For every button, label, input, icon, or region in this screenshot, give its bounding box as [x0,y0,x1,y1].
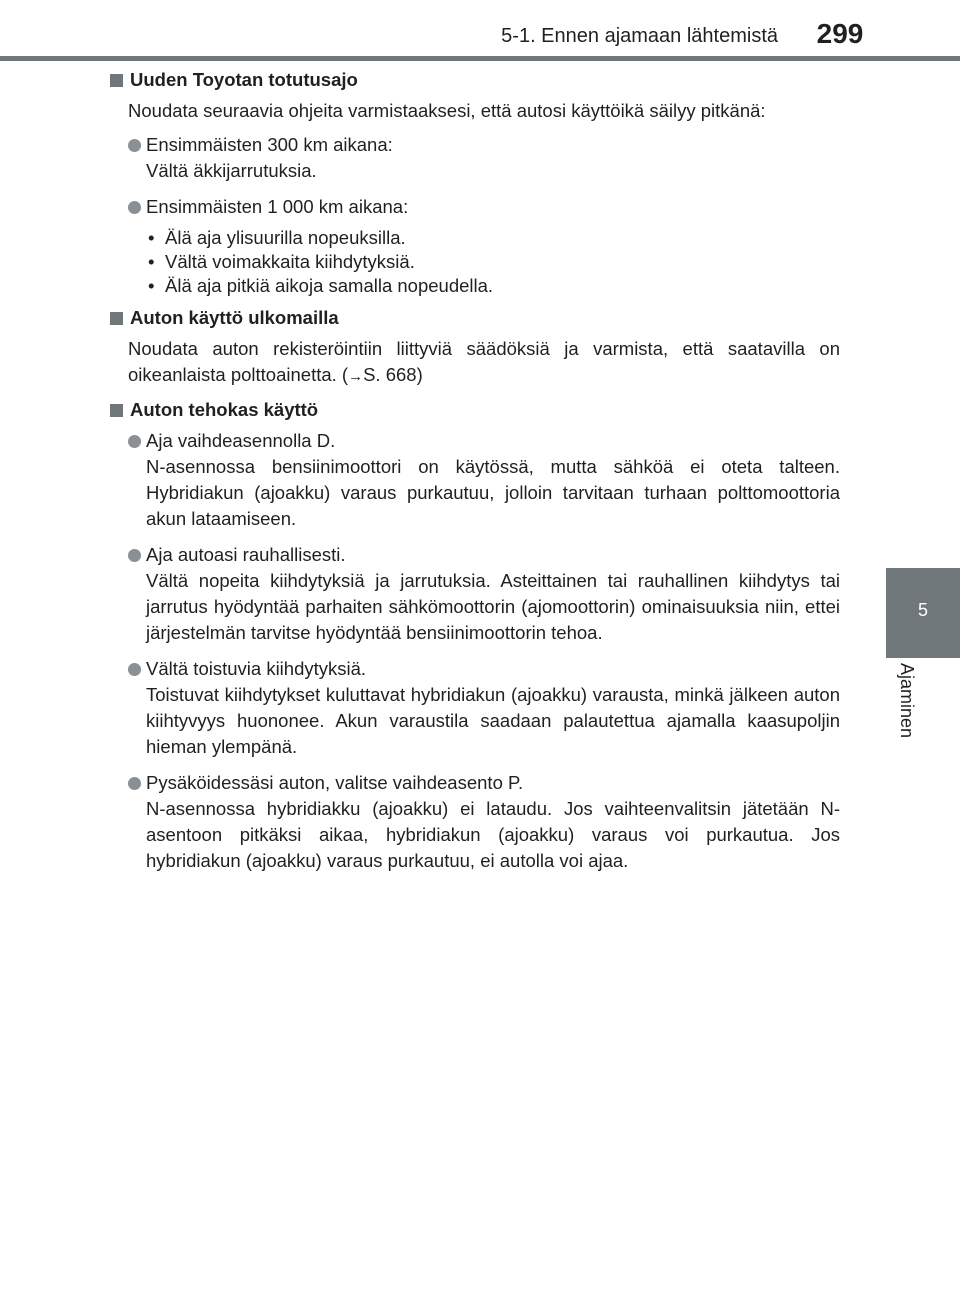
circle-bullet-icon [128,201,141,214]
section-break-in [110,68,840,298]
section-title [110,68,840,92]
list-item [128,656,840,760]
chapter-number: 5 [917,600,928,620]
section-intro: Noudata seuraavia ohjeita varmistaaksesi, että autosi käyttöikä säilyy pitkänä: [128,100,766,121]
sub-list-item: • Vältä voimakkaita kiihdytyksiä. [146,250,840,274]
bullet-text: N-asennossa hybridiakku (ajoakku) ei lataudu. Jos vaihteenvalitsin jätetään N-asentoon pitkäksi aikaa, hybridiakun (ajoakku) varaus voi purkautua. Jos hybridiakun (ajoakku) varaus purkautuu, ei autolla voi ajaa. [146,798,840,871]
circle-bullet-icon [128,549,141,562]
section-intro [128,336,840,390]
chapter-label: Ajaminen [897,663,917,739]
header-title: 5-1. Ennen ajamaan lähtemistä [501,25,778,47]
intro-text: Noudata auton rekisteröintiin liittyviä säädöksiä ja varmista, että saatavilla on oikeanlaista polttoainetta. ( [128,338,840,385]
bullet-heading: Ensimmäisten 300 km aikana: [146,134,393,155]
bullet-text: Vältä nopeita kiihdytyksiä ja jarrutuksia. Asteittainen tai rauhallinen kiihdytys tai jarrutus hyödyntää parhaiten sähkömoottorin (ajomoottorin) ominaisuuksia niin, ettei järjestelmän tarvitse hyödyntää bensiinimoottorin tehoa. [146,570,840,643]
bullet-heading: Aja vaihdeasennolla D. [146,430,336,451]
page-content [110,68,840,884]
list-item [128,428,840,532]
list-item [128,542,840,646]
arrow-right-icon: → [348,368,364,385]
list-item [128,194,840,220]
square-bullet-icon [110,312,123,325]
section-title [110,398,840,422]
circle-bullet-icon [128,663,141,676]
circle-bullet-icon [128,435,141,448]
header-rule [0,56,960,61]
sub-list-item: • Älä aja ylisuurilla nopeuksilla. [146,226,840,250]
square-bullet-icon [110,74,123,87]
bullet-heading: Aja autoasi rauhallisesti. [146,544,346,565]
square-bullet-icon [110,404,123,417]
bullet-heading: Vältä toistuvia kiihdytyksiä. [146,658,367,679]
circle-bullet-icon [128,139,141,152]
page-reference-link[interactable]: S. 668 [363,364,417,385]
bullet-text: Vältä äkkijarrutuksia. [146,160,317,181]
sub-list [146,226,840,298]
section-title [110,306,840,330]
bullet-heading: Ensimmäisten 1 000 km aikana: [146,196,409,217]
intro-text-end: ) [416,364,423,385]
section-abroad [110,306,840,390]
page-number: 299 [816,18,864,49]
circle-bullet-icon [128,777,141,790]
bullet-heading: Pysäköidessäsi auton, valitse vaihdeasento P. [146,772,524,793]
bullet-text: Toistuvat kiihdytykset kuluttavat hybridiakun (ajoakku) varausta, minkä jälkeen auton kiihtyvyys huononee. Akun varaustila saadaan palautettua ajamalla kaasupoljin hieman ylempänä. [146,684,840,757]
list-item [128,132,840,184]
section-title-text: Auton tehokas käyttö [130,399,319,420]
list-item [128,770,840,874]
section-title-text: Uuden Toyotan totutusajo [130,69,358,90]
section-title-text: Auton käyttö ulkomailla [130,307,339,328]
sub-list-item: • Älä aja pitkiä aikoja samalla nopeudella. [146,274,840,298]
bullet-text: N-asennossa bensiinimoottori on käytössä, mutta sähköä ei oteta talteen. Hybridiakun (ajoakku) varaus purkautuu, jolloin tarvitaan turhaan polttomoottoria akun lataamiseen. [146,456,840,529]
section-efficient-use [110,398,840,874]
